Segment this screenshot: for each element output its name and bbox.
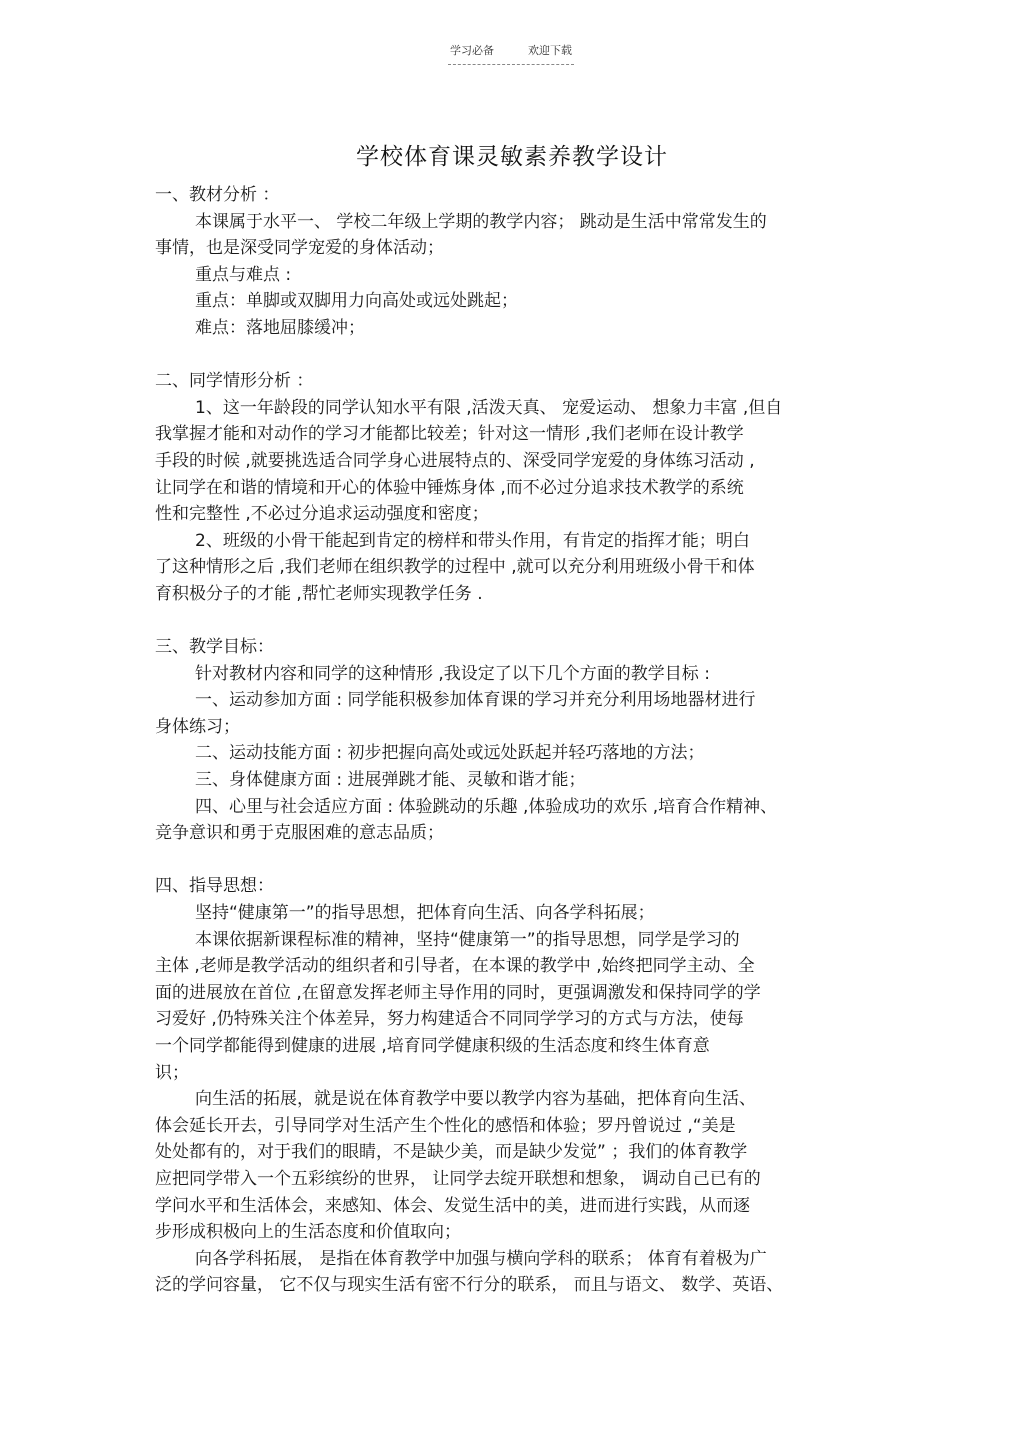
text-line: 本课依据新课程标准的精神，坚持“健康第一”的指导思想，同学是学习的 [195,929,740,950]
text-line: 一、运动参加方面 : 同学能积极参加体育课的学习并充分利用场地器材进行 [195,690,756,711]
text-line: 重点与难点 : [195,264,292,285]
text-line: 二、运动技能方面 : 初步把握向高处或远处跃起并轻巧落地的方法； [195,743,705,764]
text-line: 竞争意识和勇于克服困难的意志品质； [155,823,444,844]
text-line: 坚持“健康第一”的指导思想，把体育向生活、向各学科拓展； [195,903,655,924]
blank-line [155,847,870,874]
text-line: 主体 ,老师是教学活动的组织者和引导者，在本课的教学中 ,始终把同学主动、全 [155,956,755,977]
text-line: 四、心里与社会适应方面 : 体验跳动的乐趣 ,体验成功的欢乐 ,培育合作精神、 [195,796,778,817]
blank-line [155,342,870,369]
text-line: 三、身体健康方面 : 进展弹跳才能、灵敏和谐才能； [195,770,586,791]
document-title: 学校体育课灵敏素养教学设计 [356,144,668,170]
header-left-text: 学习必备 [450,44,494,57]
text-line: 本课属于水平一、 学校二年级上学期的教学内容； 跳动是生活中常常发生的 [195,211,767,232]
text-line: 1、这一年龄段的同学认知水平有限 ,活泼天真、 宠爱运动、 想象力丰富 ,但自 [195,397,783,418]
header-right-text: 欢迎下载 [528,44,572,57]
text-line: 事情，也是深受同学宠爱的身体活动； [155,238,444,259]
blank-line [155,608,870,635]
header-divider [448,64,574,65]
document-body [155,182,870,1299]
text-line: 针对教材内容和同学的这种情形 ,我设定了以下几个方面的教学目标 : [195,663,710,684]
text-line: 向生活的拓展，就是说在体育教学中要以教学内容为基础，把体育向生活、 [195,1089,756,1110]
text-line: 重点：单脚或双脚用力向高处或远处跳起； [195,291,518,312]
text-line: 步形成积极向上的生活态度和价值取向； [155,1222,461,1243]
text-line: 一个同学都能得到健康的进展 ,培育同学健康积级的生活态度和终生体育意 [155,1036,710,1056]
page-header [448,42,574,65]
text-line: 向各学科拓展， 是指在体育教学中加强与横向学科的联系； 体育有着极为广 [195,1248,767,1269]
text-line: 2、班级的小骨干能起到肯定的榜样和带头作用，有肯定的指挥才能；明白 [195,530,750,551]
text-line: 身体练习； [155,716,240,737]
text-line: 一、教材分析 ： [155,185,280,205]
text-line: 识； [155,1062,189,1083]
text-line: 性和完整性 ,不必过分追求运动强度和密度； [155,504,489,525]
text-line: 三、教学目标： [155,637,274,658]
text-line: 习爱好 ,仍特殊关注个体差异，努力构建适合不同同学学习的方式与方法，使每 [155,1009,744,1030]
text-line: 体会延长开去，引导同学对生活产生个性化的感悟和体验；罗丹曾说过 ,“美是 [155,1115,736,1136]
text-line: 学问水平和生活体会，来感知、体会、发觉生活中的美，进而进行实践，从而逐 [155,1195,750,1216]
text-line: 难点：落地屈膝缓冲； [195,317,365,338]
text-line: 四、指导思想： [155,876,274,897]
text-line: 泛的学问容量， 它不仅与现实生活有密不行分的联系， 而且与语文、 数学、英语、 [155,1275,784,1296]
text-line: 处处都有的，对于我们的眼睛，不是缺少美，而是缺少发觉” ；我们的体育教学 [155,1142,748,1163]
text-line: 了这种情形之后 ,我们老师在组织教学的过程中 ,就可以充分利用班级小骨干和体 [155,557,755,578]
text-line: 应把同学带入一个五彩缤纷的世界， 让同学去绽开联想和想象， 调动自己已有的 [155,1168,761,1189]
text-line: 面的进展放在首位 ,在留意发挥老师主导作用的同时，更强调激发和保持同学的学 [155,982,761,1003]
text-line: 育积极分子的才能 ,帮忙老师实现教学任务 . [155,583,483,604]
text-line: 手段的时候 ,就要挑选适合同学身心进展特点的、深受同学宠爱的身体练习活动 , [155,450,755,471]
text-line: 二、同学情形分析 ： [155,371,314,392]
text-line: 我掌握才能和对动作的学习才能都比较差；针对这一情形 ,我们老师在设计教学 [155,424,744,445]
text-line: 让同学在和谐的情境和开心的体验中锤炼身体 ,而不必过分追求技术教学的系统 [155,477,744,498]
